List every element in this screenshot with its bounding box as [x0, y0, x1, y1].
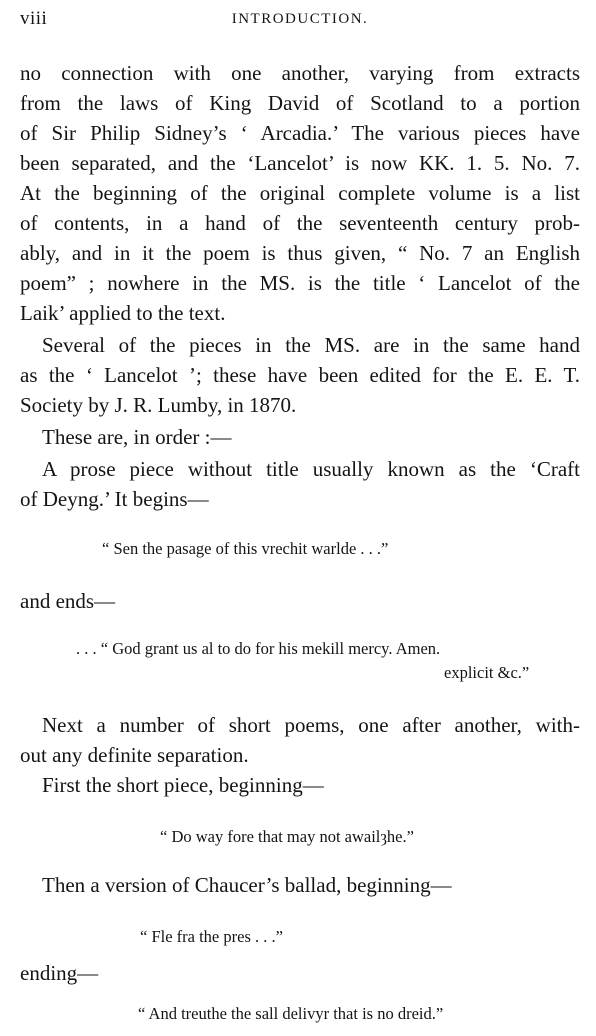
block-quote: “ Sen the pasage of this vrechit warlde . . .” [102, 539, 389, 558]
block-quote: “ Do way fore that may not awailȝhe.” [160, 827, 414, 846]
paragraph-1-line: of contents, in a hand of the seventeenth century prob- [20, 211, 580, 235]
running-head: INTRODUCTION. [231, 11, 369, 27]
paragraph-6-line: First the short piece, beginning— [42, 773, 324, 797]
paragraph-1-line: poem” ; nowhere in the MS. is the title ‘ Lancelot of the [20, 271, 580, 295]
paragraph-1-line: no connection with one another, varying from extracts [20, 61, 580, 85]
paragraph-1-line: Laik’ applied to the text. [20, 301, 226, 325]
paragraph-7-line: Then a version of Chaucer’s ballad, beginning— [42, 873, 452, 897]
page-number: viii [20, 8, 48, 29]
paragraph-1-line: been separated, and the ‘Lancelot’ is now KK. 1. 5. No. 7. [20, 151, 580, 175]
paragraph-2-line: Several of the pieces in the MS. are in the same hand [42, 333, 580, 357]
paragraph-3-line: These are, in order :— [42, 425, 232, 449]
block-quote: “ Fle fra the pres . . .” [140, 927, 283, 946]
paragraph-4-line: A prose piece without title usually known as the ‘Craft [42, 457, 580, 481]
paragraph-5-line: out any definite separation. [20, 743, 249, 767]
page-header [20, 8, 580, 34]
paragraph-5-line: Next a number of short poems, one after another, with- [42, 713, 580, 737]
text-line: and ends— [20, 589, 116, 613]
paragraph-4-line: of Deyng.’ It begins— [20, 487, 209, 511]
paragraph-1-line: At the beginning of the original complete volume is a list [20, 181, 580, 205]
paragraph-1-line: ably, and in it the poem is thus given, “ No. 7 an English [20, 241, 580, 265]
paragraph-1-line: of Sir Philip Sidney’s ‘ Arcadia.’ The various pieces have [20, 121, 580, 145]
block-quote: “ And treuthe the sall delivyr that is no dreid.” [138, 1004, 444, 1023]
block-quote: . . . “ God grant us al to do for his mekill mercy. Amen. [76, 639, 441, 658]
block-quote: explicit &c.” [444, 663, 530, 682]
paragraph-1-line: from the laws of King David of Scotland to a portion [20, 91, 580, 115]
paragraph-2-line: as the ‘ Lancelot ’; these have been edited for the E. E. T. [20, 363, 580, 387]
paragraph-2-line: Society by J. R. Lumby, in 1870. [20, 393, 297, 417]
text-line: ending— [20, 961, 99, 985]
